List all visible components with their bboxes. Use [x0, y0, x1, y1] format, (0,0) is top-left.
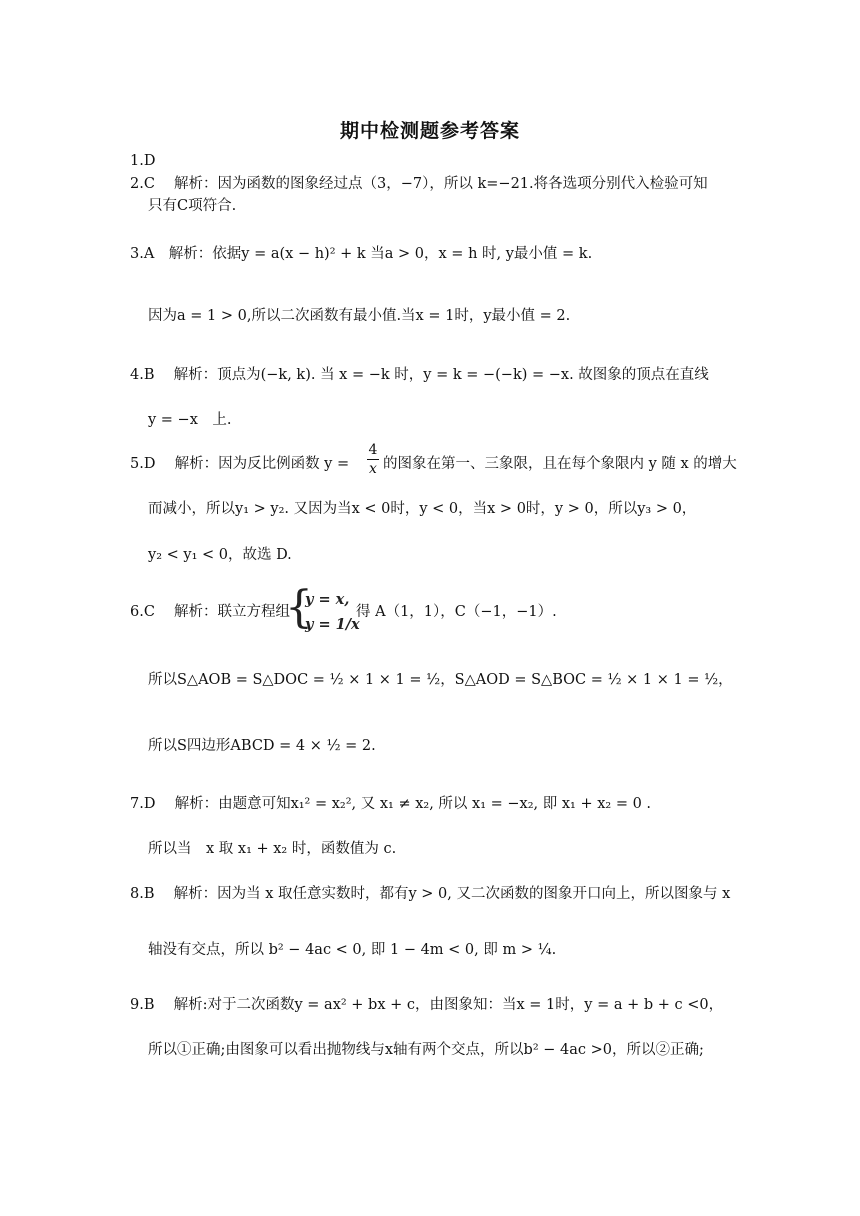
answer-line: 7.D 解析：由题意可知x₁² = x₂², 又 x₁ ≠ x₂, 所以 x₁ = −x₂, 即 x₁ + x₂ = 0 . [130, 796, 652, 812]
answer-line: 轴没有交点，所以 b² − 4ac < 0, 即 1 − 4m < 0, 即 m > ¼. [148, 942, 557, 958]
answer-line: 1.D [130, 153, 156, 169]
answer-line: 所以S四边形ABCD = 4 × ½ = 2. [148, 738, 376, 754]
answer-line: 9.B 解析:对于二次函数y = ax² + bx + c，由图象知：当x = 1时，y = a + b + c <0， [130, 997, 724, 1013]
system-equation-1: y = x, [305, 591, 350, 608]
answer-line: y₂ < y₁ < 0，故选 D. [148, 547, 292, 563]
fraction-denominator: x [369, 461, 377, 477]
answer-line: 得 A（1，1），C（−1，−1）. [356, 604, 557, 620]
answer-line: 只有C项符合. [148, 198, 237, 214]
answer-line: 6.C 解析：联立方程组 [130, 604, 291, 620]
system-equation-2: y = 1/x [305, 616, 360, 633]
answer-line: y = −x 上. [148, 412, 232, 428]
answer-line: 因为a = 1 > 0,所以二次函数有最小值.当x = 1时，y最小值 = 2. [148, 308, 571, 324]
answer-line: 而减小，所以y₁ > y₂. 又因为当x < 0时，y < 0，当x > 0时，y > 0，所以y₃ > 0， [148, 501, 697, 517]
answer-line: 所以①正确;由图象可以看出抛物线与x轴有两个交点，所以b² − 4ac >0，所以②正确; [148, 1042, 704, 1058]
answer-line: 8.B 解析：因为当 x 取任意实数时，都有y > 0, 又二次函数的图象开口向上，所以图象与 x [130, 886, 731, 902]
answer-line: 5.D 解析：因为反比例函数 y = [130, 456, 350, 472]
answer-line: 所以当 x 取 x₁ + x₂ 时，函数值为 c. [148, 841, 397, 857]
fraction-4-over-x [367, 441, 379, 478]
answer-line: 3.A 解析：依据y = a(x − h)² + k 当a > 0，x = h 时, y最小值 = k. [130, 246, 593, 262]
answer-line: 所以S△AOB = S△DOC = ½ × 1 × 1 = ½，S△AOD = S△BOC = ½ × 1 × 1 = ½， [148, 672, 733, 688]
page-title: 期中检测题参考答案 [339, 120, 520, 142]
answer-line: 的图象在第一、三象限，且在每个象限内 y 随 x 的增大 [383, 456, 737, 472]
answer-line: 2.C 解析：因为函数的图象经过点（3，−7），所以 k=−21.将各选项分别代入检验可知 [130, 176, 708, 192]
system-brace: { [285, 582, 313, 633]
answer-line: 4.B 解析：顶点为(−k, k). 当 x = −k 时，y = k = −(−k) = −x. 故图象的顶点在直线 [130, 367, 709, 383]
fraction-numerator: 4 [368, 442, 378, 458]
